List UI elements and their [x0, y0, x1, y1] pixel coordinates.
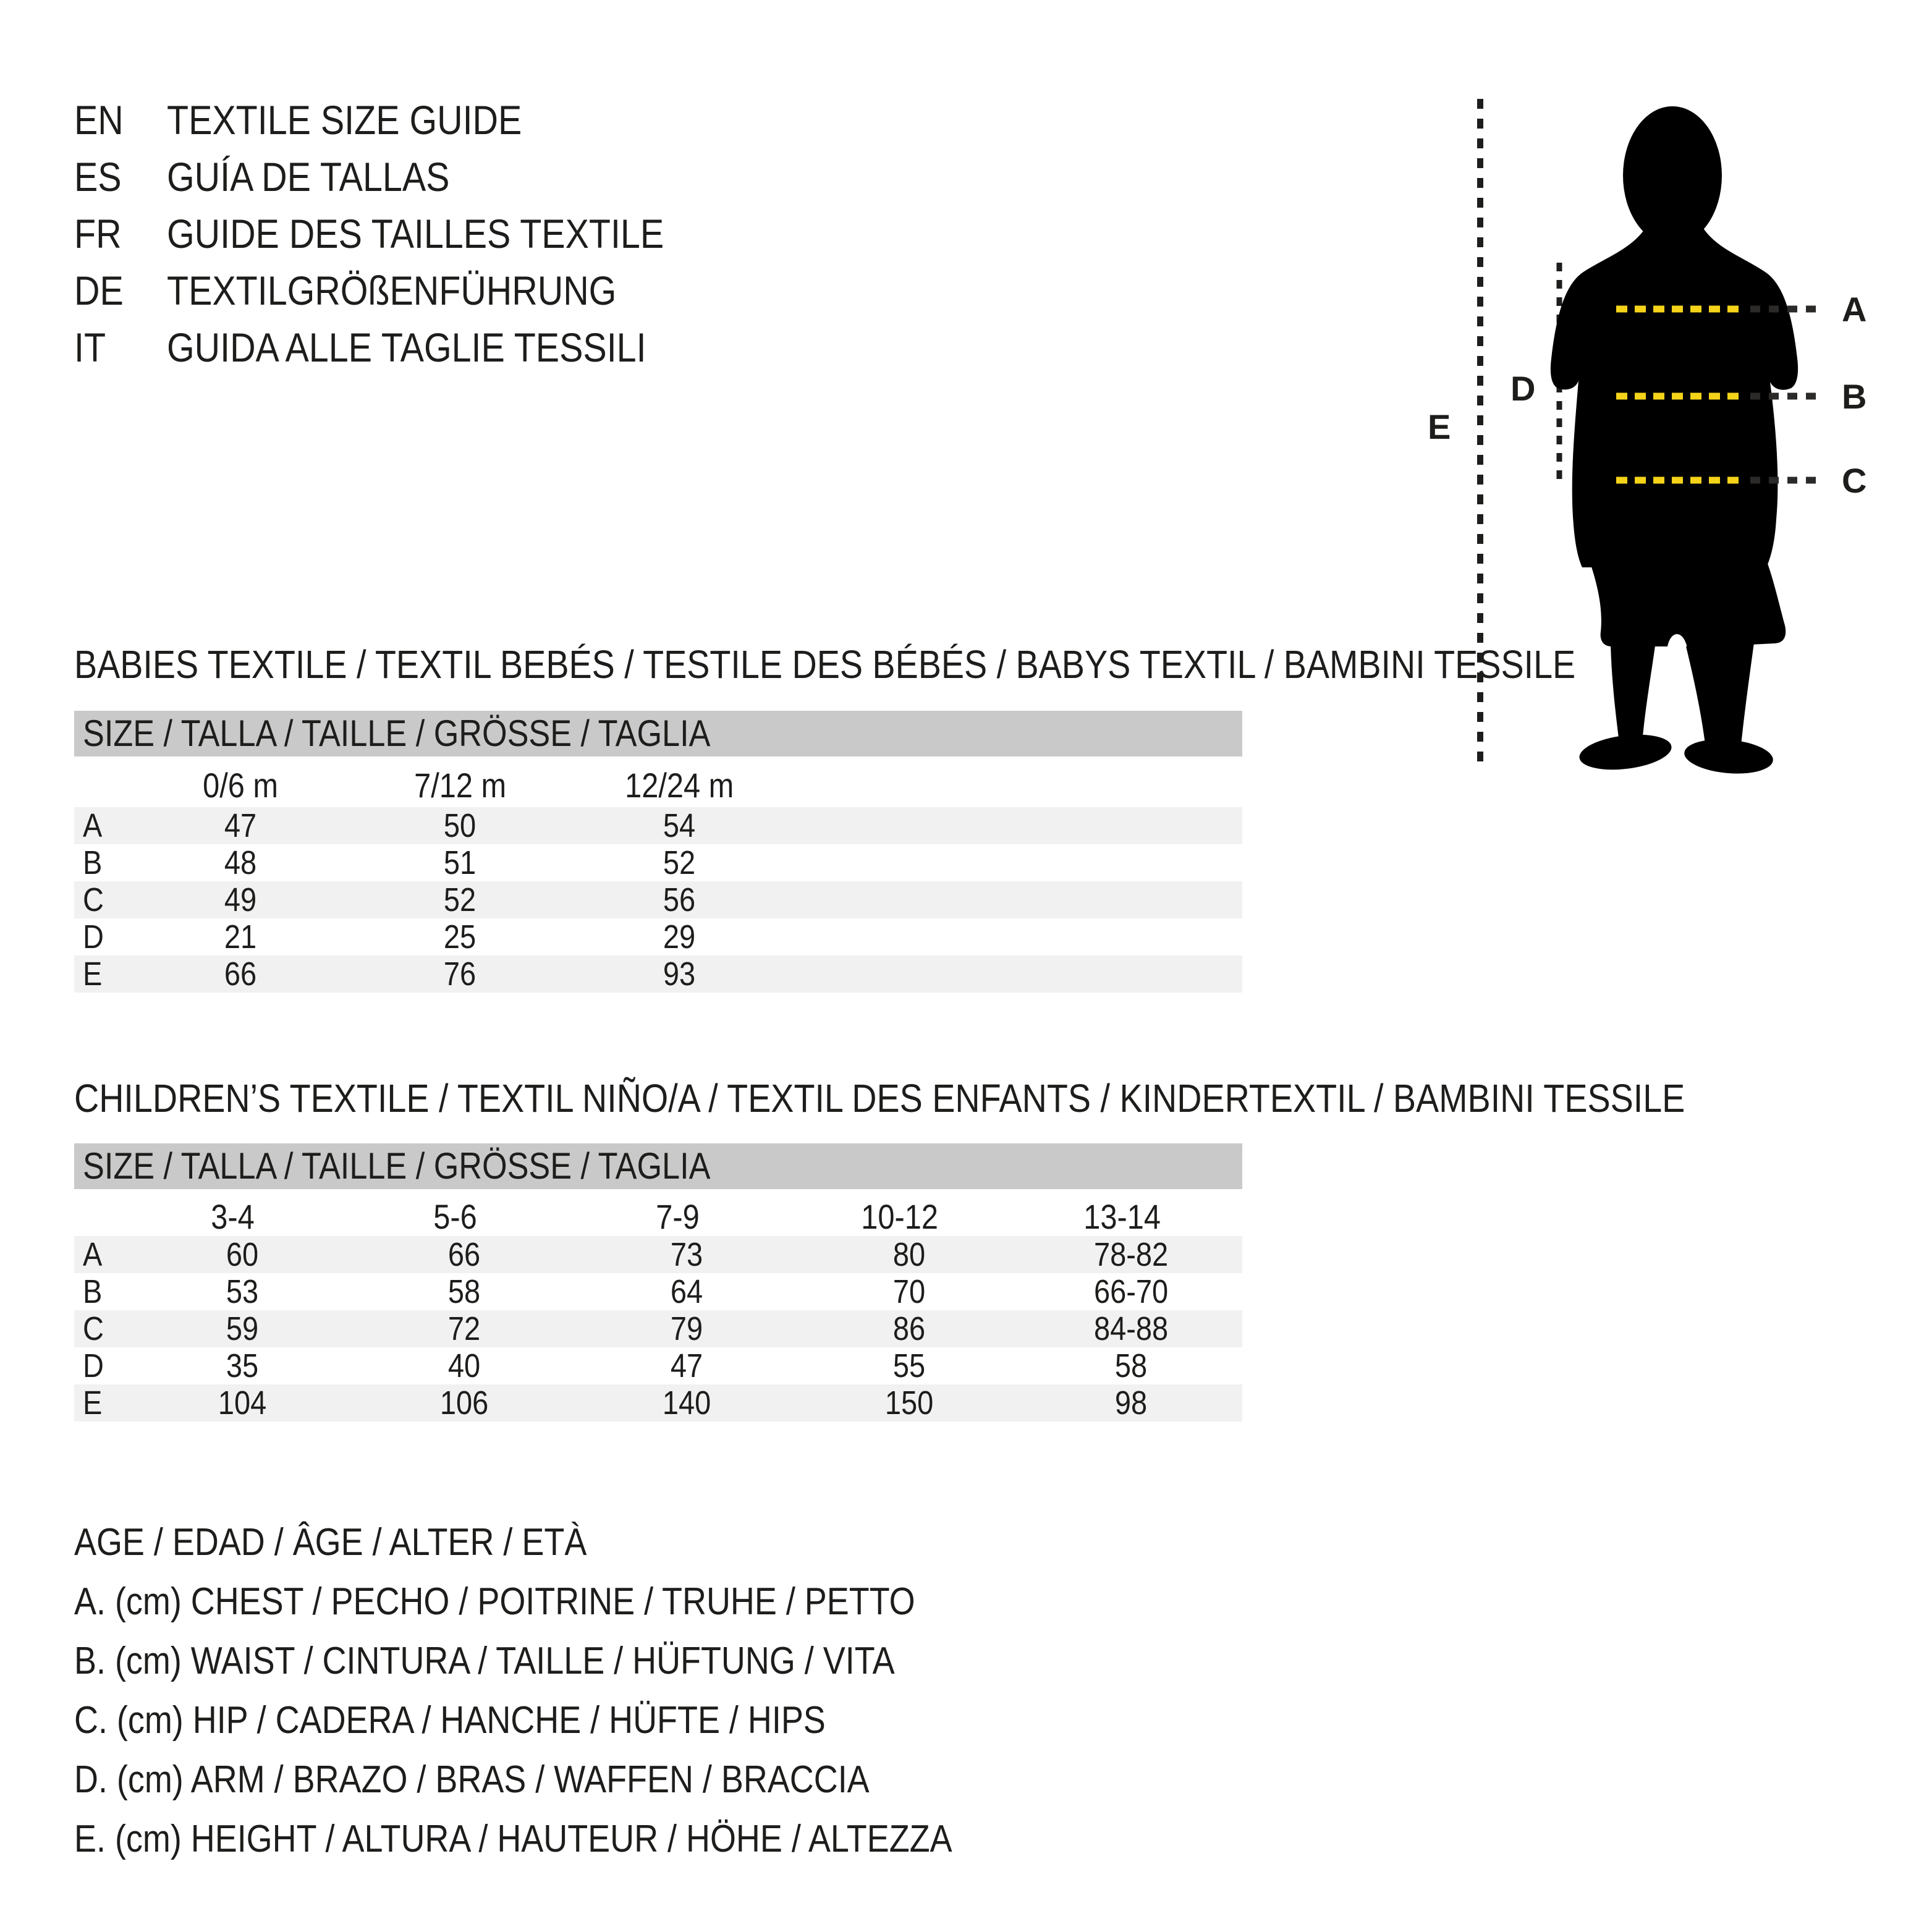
- babies-size-header-bar: SIZE / TALLA / TAILLE / GRÖSSE / TAGLIA: [74, 711, 1242, 756]
- marker-label-d: D: [1510, 369, 1536, 408]
- table-cell: 25: [444, 918, 477, 955]
- table-cell: 54: [663, 807, 696, 844]
- table-cell: 72: [448, 1310, 481, 1347]
- children-table: [74, 1236, 1242, 1421]
- row-label: B: [83, 1273, 103, 1310]
- children-section-title: CHILDREN’S TEXTILE / TEXTIL NIÑO/A / TEXTIL DES ENFANTS / KINDERTEXTIL / BAMBINI TESSILE: [74, 1076, 1685, 1121]
- column-header-spacer: [74, 1198, 121, 1236]
- language-title: GUIDE DES TAILLES TEXTILE: [167, 211, 664, 256]
- marker-label-a: A: [1842, 290, 1867, 329]
- children-column-header: 3-4: [210, 1197, 255, 1236]
- table-cell: 84-88: [1094, 1310, 1169, 1347]
- children-column-header: 7-9: [655, 1197, 700, 1236]
- language-title: GUIDA ALLE TAGLIE TESSILI: [167, 324, 646, 370]
- language-code: EN: [74, 97, 124, 143]
- children-column-header: 13-14: [1083, 1197, 1161, 1236]
- table-cell: 66: [224, 955, 257, 993]
- table-cell: 140: [662, 1384, 711, 1421]
- table-cell: 55: [892, 1347, 925, 1384]
- babies-column-headers: [74, 766, 1242, 805]
- table-cell: 66-70: [1094, 1273, 1169, 1310]
- table-cell: 50: [444, 807, 477, 844]
- babies-column-header: 12/24 m: [625, 766, 734, 805]
- legend-height: E. (cm) HEIGHT / ALTURA / HAUTEUR / HÖHE / ALTEZZA: [74, 1818, 952, 1860]
- language-code: DE: [74, 268, 124, 313]
- table-cell: 52: [663, 844, 696, 881]
- table-row: [74, 1347, 1242, 1384]
- table-cell: 73: [670, 1236, 703, 1273]
- table-cell: 47: [670, 1347, 703, 1384]
- silhouette-right-shoe: [1683, 736, 1774, 777]
- row-label: E: [83, 955, 103, 993]
- babies-column-header: 7/12 m: [414, 766, 506, 805]
- table-row: [74, 807, 1242, 844]
- table-cell: 47: [224, 807, 257, 844]
- table-cell: 56: [663, 881, 696, 918]
- language-code: ES: [74, 154, 122, 200]
- language-title: GUÍA DE TALLAS: [167, 154, 450, 200]
- legend-hip: C. (cm) HIP / CADERA / HANCHE / HÜFTE / HIPS: [74, 1699, 826, 1742]
- row-label: E: [83, 1384, 103, 1421]
- table-cell: 104: [218, 1384, 266, 1421]
- babies-section-title: BABIES TEXTILE / TEXTIL BEBÉS / TESTILE DES BÉBÉS / BABYS TEXTIL / BAMBINI TESSILE: [74, 642, 1576, 687]
- row-label: A: [83, 807, 103, 844]
- row-label: C: [83, 1310, 104, 1347]
- table-cell: 51: [444, 844, 477, 881]
- language-title: TEXTILGRÖßENFÜHRUNG: [167, 268, 617, 313]
- table-cell: 60: [226, 1236, 258, 1273]
- table-cell: 106: [440, 1384, 489, 1421]
- silhouette-shorts: [1583, 564, 1786, 648]
- table-row: [74, 881, 1242, 918]
- table-row: [74, 1236, 1242, 1273]
- language-code: FR: [74, 211, 122, 256]
- marker-label-e: E: [1428, 407, 1451, 446]
- table-cell: 21: [224, 918, 257, 955]
- table-cell: 59: [226, 1310, 258, 1347]
- legend-waist: B. (cm) WAIST / CINTURA / TAILLE / HÜFTUNG / VITA: [74, 1640, 895, 1682]
- measurement-legend: [74, 1513, 1083, 1869]
- row-label: B: [83, 844, 103, 881]
- table-cell: 29: [663, 918, 696, 955]
- language-title: TEXTILE SIZE GUIDE: [167, 97, 522, 143]
- table-cell: 64: [670, 1273, 703, 1310]
- table-cell: 58: [1115, 1347, 1148, 1384]
- row-label: C: [83, 881, 104, 918]
- children-column-headers: [74, 1198, 1242, 1236]
- silhouette-left-shoe: [1577, 730, 1673, 774]
- table-row: [74, 1273, 1242, 1310]
- table-cell: 66: [448, 1236, 481, 1273]
- legend-arm: D. (cm) ARM / BRAZO / BRAS / WAFFEN / BRACCIA: [74, 1758, 870, 1801]
- children-column-header: 10-12: [861, 1197, 939, 1236]
- table-cell: 48: [224, 844, 257, 881]
- table-row: [74, 918, 1242, 955]
- legend-chest: A. (cm) CHEST / PECHO / POITRINE / TRUHE / PETTO: [74, 1580, 915, 1623]
- table-row: [74, 1310, 1242, 1347]
- row-label: D: [83, 918, 104, 955]
- table-row: [74, 955, 1242, 993]
- marker-label-c: C: [1842, 461, 1867, 500]
- language-row-fr: [74, 205, 738, 262]
- table-cell: 80: [892, 1236, 925, 1273]
- table-cell: 35: [226, 1347, 258, 1384]
- table-cell: 79: [670, 1310, 703, 1347]
- table-cell: 86: [892, 1310, 925, 1347]
- language-row-en: [74, 91, 738, 148]
- table-cell: 150: [884, 1384, 933, 1421]
- table-cell: 98: [1115, 1384, 1148, 1421]
- table-cell: 52: [444, 881, 477, 918]
- babies-table: [74, 807, 1242, 993]
- table-row: [74, 844, 1242, 881]
- table-cell: 70: [892, 1273, 925, 1310]
- language-code: IT: [74, 324, 106, 370]
- table-cell: 78-82: [1094, 1236, 1169, 1273]
- table-cell: 58: [448, 1273, 481, 1310]
- table-cell: 53: [226, 1273, 258, 1310]
- table-cell: 40: [448, 1347, 481, 1384]
- language-row-it: [74, 319, 738, 376]
- children-column-header: 5-6: [433, 1197, 477, 1236]
- babies-column-header: 0/6 m: [203, 766, 279, 805]
- language-row-es: [74, 148, 738, 205]
- table-row: [74, 1384, 1242, 1421]
- column-header-spacer: [74, 766, 131, 805]
- legend-age: AGE / EDAD / ÂGE / ALTER / ETÀ: [74, 1521, 587, 1564]
- table-cell: 76: [444, 955, 477, 993]
- language-list: [74, 91, 738, 376]
- children-size-header-bar: SIZE / TALLA / TAILLE / GRÖSSE / TAGLIA: [74, 1143, 1242, 1189]
- row-label: A: [83, 1236, 103, 1273]
- table-cell: 93: [663, 955, 696, 993]
- row-label: D: [83, 1347, 104, 1384]
- table-cell: 49: [224, 881, 257, 918]
- language-row-de: [74, 262, 738, 319]
- marker-label-b: B: [1842, 377, 1867, 416]
